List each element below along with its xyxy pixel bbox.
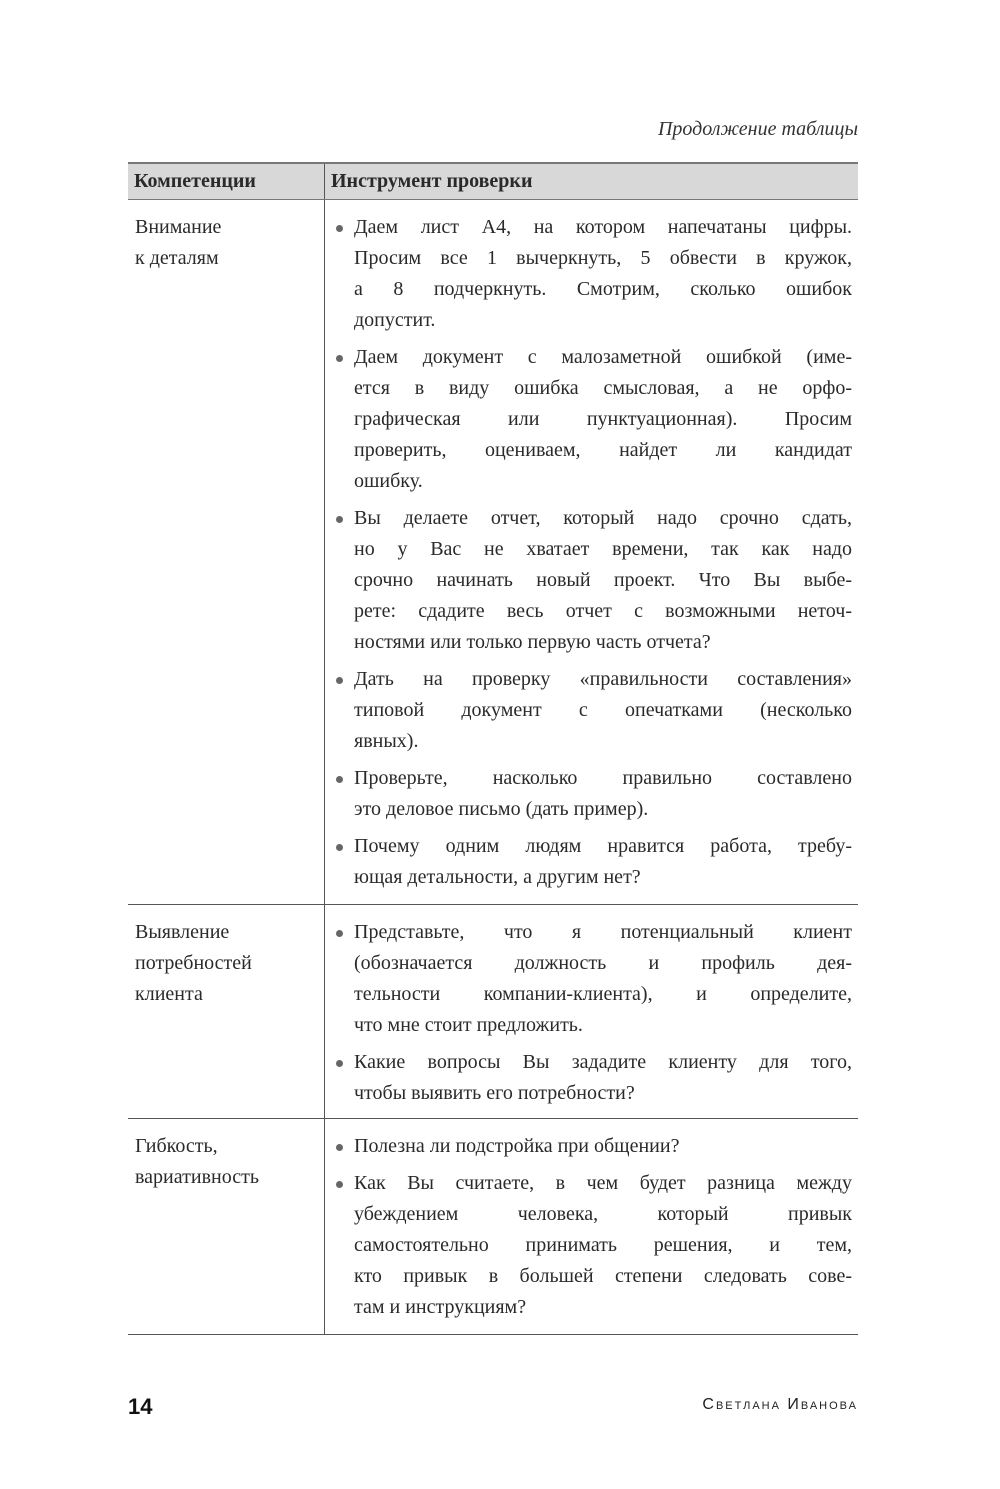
bullet-line: ностями или только первую часть отчета? — [354, 631, 711, 653]
bullet-line: тельности компании-клиента), и определите, — [354, 983, 852, 1005]
bullet-line: это деловое письмо (дать пример). — [354, 798, 649, 820]
competence-line: клиента — [135, 983, 203, 1005]
bullet-line: типовой документ с опечатками (несколько — [354, 699, 852, 721]
competence-cell — [128, 905, 325, 1119]
bullet-line: рете: сдадите весь отчет с возможными неточ- — [354, 600, 852, 622]
bullet-line: Проверьте, насколько правильно составлено — [354, 767, 852, 789]
bullet-item — [333, 763, 852, 825]
bullet-line: Как Вы считаете, в чем будет разница между — [354, 1172, 852, 1194]
bullet-line: чтобы выявить его потребности? — [354, 1082, 635, 1104]
table-row — [128, 905, 858, 1119]
table-continuation-label: Продолжение таблицы — [657, 118, 858, 140]
bullet-item — [333, 1168, 852, 1323]
bullet-line: Просим все 1 вычеркнуть, 5 обвести в кружок, — [354, 247, 852, 269]
bullet-item — [333, 917, 852, 1041]
table-header-row — [128, 163, 858, 200]
table-row — [128, 1119, 858, 1335]
bullet-line: ющая детальности, а другим нет? — [354, 866, 641, 888]
competence-line: потребностей — [135, 952, 252, 974]
bullet-line: ется в виду ошибка смысловая, а не орфо- — [354, 377, 852, 399]
author-name: Светлана Иванова — [702, 1396, 858, 1413]
bullet-line: там и инструкциям? — [354, 1296, 527, 1318]
competence-table — [128, 162, 858, 1335]
bullet-line: а 8 подчеркнуть. Смотрим, сколько ошибок — [354, 278, 852, 300]
bullet-line: что мне стоит предложить. — [354, 1014, 583, 1036]
bullet-line: графическая или пунктуационная). Просим — [354, 408, 852, 430]
bullet-line: проверить, оцениваем, найдет ли кандидат — [354, 439, 852, 461]
bullet-line: кто привык в большей степени следовать сове- — [354, 1265, 852, 1287]
competence-line: Гибкость, — [135, 1135, 218, 1157]
table-row — [128, 200, 858, 905]
check-tool-cell — [325, 1119, 859, 1335]
bullet-line: Даем лист А4, на котором напечатаны цифры. — [354, 216, 852, 238]
competence-cell — [128, 200, 325, 905]
bullet-line: самостоятельно принимать решения, и тем, — [354, 1234, 852, 1256]
bullet-line: Дать на проверку «правильности составления» — [354, 668, 852, 690]
competence-line: Выявление — [135, 921, 230, 943]
bullet-item — [333, 1047, 852, 1109]
bullet-item — [333, 831, 852, 893]
header-check-tool: Инструмент проверки — [325, 163, 859, 200]
bullet-line: Почему одним людям нравится работа, требу- — [354, 835, 852, 857]
bullet-line: (обозначается должность и профиль дея- — [354, 952, 852, 974]
bullet-line: допустит. — [354, 309, 436, 331]
bullet-line: срочно начинать новый проект. Что Вы выбе- — [354, 569, 852, 591]
bullet-line: Полезна ли подстройка при общении? — [354, 1135, 680, 1157]
bullet-item — [333, 503, 852, 658]
competence-line: вариативность — [135, 1166, 259, 1188]
bullet-line: Какие вопросы Вы зададите клиенту для того, — [354, 1051, 852, 1073]
page-number: 14 — [128, 1394, 153, 1419]
bullet-line: но у Вас не хватает времени, так как надо — [354, 538, 852, 560]
bullet-item — [333, 342, 852, 497]
competence-line: Внимание — [135, 216, 222, 238]
competence-line: к деталям — [135, 247, 219, 269]
bullet-line: Даем документ с малозаметной ошибкой (име- — [354, 346, 852, 368]
bullet-item — [333, 1131, 852, 1162]
bullet-line: Вы делаете отчет, который надо срочно сдать, — [354, 507, 852, 529]
header-competences: Компетенции — [128, 163, 325, 200]
bullet-line: Представьте, что я потенциальный клиент — [354, 921, 852, 943]
bullet-line: явных). — [354, 730, 419, 752]
check-tool-cell — [325, 905, 859, 1119]
competence-cell — [128, 1119, 325, 1335]
bullet-item — [333, 664, 852, 757]
bullet-line: ошибку. — [354, 470, 423, 492]
check-tool-cell — [325, 200, 859, 905]
bullet-item — [333, 212, 852, 336]
bullet-line: убеждением человека, который привык — [354, 1203, 852, 1225]
